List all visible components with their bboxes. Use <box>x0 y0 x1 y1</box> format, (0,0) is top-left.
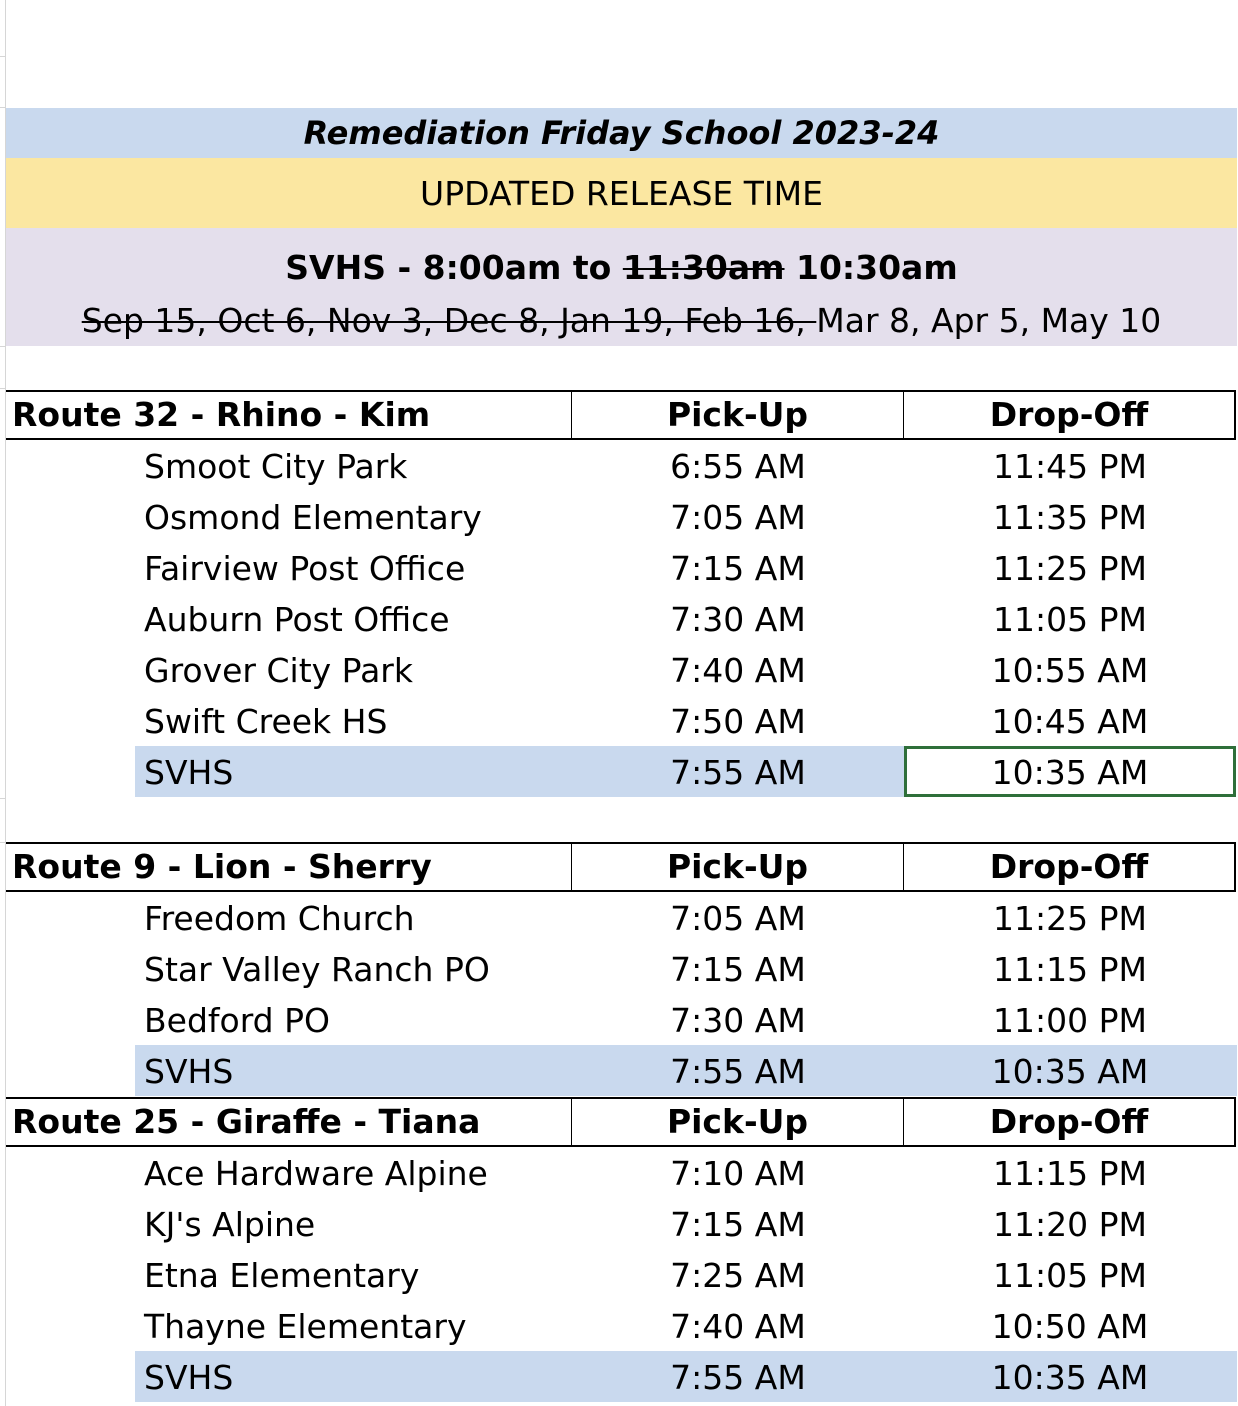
dropoff-column-header[interactable]: Drop-Off <box>904 844 1236 890</box>
table-row-svhs[interactable] <box>0 746 1238 797</box>
pickup-time[interactable]: 7:15 AM <box>670 950 806 989</box>
row-gridline <box>0 346 6 347</box>
release-banner-text: UPDATED RELEASE TIME <box>420 173 823 213</box>
stop-name[interactable]: SVHS <box>144 753 234 792</box>
dropoff-time[interactable]: 11:15 PM <box>993 950 1147 989</box>
stop-name[interactable]: Freedom Church <box>144 899 415 938</box>
table-row-svhs[interactable] <box>0 1045 1238 1096</box>
table-row[interactable] <box>0 892 1238 943</box>
dropoff-time[interactable]: 11:25 PM <box>993 549 1147 588</box>
dropoff-column-header[interactable]: Drop-Off <box>904 1099 1236 1145</box>
table-row[interactable] <box>0 943 1238 994</box>
table-row[interactable] <box>0 1198 1238 1249</box>
remediation-dates <box>6 301 1237 340</box>
route-header[interactable] <box>6 842 1236 892</box>
stop-name[interactable]: Auburn Post Office <box>144 600 450 639</box>
pickup-time[interactable]: 7:55 AM <box>670 1358 806 1397</box>
pickup-time[interactable]: 7:25 AM <box>670 1256 806 1295</box>
stop-name[interactable]: Star Valley Ranch PO <box>144 950 490 989</box>
stop-name[interactable]: Swift Creek HS <box>144 702 388 741</box>
table-row[interactable] <box>0 593 1238 644</box>
pickup-time[interactable]: 7:55 AM <box>670 753 806 792</box>
svhs-new-time: 10:30am <box>784 248 958 287</box>
table-row[interactable] <box>0 542 1238 593</box>
release-time-block[interactable] <box>6 228 1237 346</box>
pickup-column-header[interactable]: Pick-Up <box>572 844 904 890</box>
pickup-time[interactable]: 6:55 AM <box>670 447 806 486</box>
pickup-time[interactable]: 7:40 AM <box>670 651 806 690</box>
route-name[interactable]: Route 9 - Lion - Sherry <box>6 844 572 890</box>
stop-name[interactable]: SVHS <box>144 1358 234 1397</box>
row-gridline <box>0 56 6 57</box>
row-gridline <box>0 388 6 389</box>
route-name[interactable]: Route 32 - Rhino - Kim <box>6 392 572 438</box>
stop-name[interactable]: Smoot City Park <box>144 447 408 486</box>
stop-name[interactable]: SVHS <box>144 1052 234 1091</box>
table-row[interactable] <box>0 644 1238 695</box>
dropoff-time[interactable]: 10:55 AM <box>991 651 1149 690</box>
table-row-svhs[interactable] <box>0 1351 1238 1402</box>
svhs-old-time: 11:30am <box>622 248 785 287</box>
dropoff-time[interactable]: 11:45 PM <box>993 447 1147 486</box>
table-row[interactable] <box>0 1147 1238 1198</box>
svhs-time-prefix: SVHS - 8:00am to <box>285 248 623 287</box>
table-row[interactable] <box>0 1300 1238 1351</box>
stop-name[interactable]: Osmond Elementary <box>144 498 482 537</box>
dropoff-time[interactable]: 11:35 PM <box>993 498 1147 537</box>
pickup-time[interactable]: 7:55 AM <box>670 1052 806 1091</box>
dropoff-time[interactable]: 10:45 AM <box>991 702 1149 741</box>
dropoff-time[interactable]: 10:35 AM <box>991 1052 1149 1091</box>
pickup-column-header[interactable]: Pick-Up <box>572 1099 904 1145</box>
cancelled-dates: Sep 15, Oct 6, Nov 3, Dec 8, Jan 19, Feb 16, <box>81 301 817 340</box>
table-row[interactable] <box>0 491 1238 542</box>
dropoff-time[interactable]: 11:05 PM <box>993 1256 1147 1295</box>
pickup-time[interactable]: 7:40 AM <box>670 1307 806 1346</box>
route-header[interactable] <box>6 1097 1236 1147</box>
selected-cell-border <box>904 746 1236 797</box>
row-gridline <box>0 798 6 799</box>
svhs-release-time <box>6 248 1237 287</box>
sheet-title[interactable] <box>6 108 1237 158</box>
table-row[interactable] <box>0 440 1238 491</box>
pickup-time[interactable]: 7:15 AM <box>670 549 806 588</box>
dropoff-time[interactable]: 10:35 AM <box>991 1358 1149 1397</box>
stop-name[interactable]: Grover City Park <box>144 651 413 690</box>
dropoff-time[interactable]: 10:50 AM <box>991 1307 1149 1346</box>
stop-name[interactable]: Bedford PO <box>144 1001 330 1040</box>
pickup-time[interactable]: 7:05 AM <box>670 498 806 537</box>
release-banner[interactable] <box>6 158 1237 228</box>
dropoff-time[interactable]: 11:25 PM <box>993 899 1147 938</box>
stop-name[interactable]: Thayne Elementary <box>144 1307 467 1346</box>
pickup-time[interactable]: 7:05 AM <box>670 899 806 938</box>
dropoff-time[interactable]: 11:15 PM <box>993 1154 1147 1193</box>
table-row[interactable] <box>0 994 1238 1045</box>
stop-name[interactable]: Ace Hardware Alpine <box>144 1154 488 1193</box>
remaining-dates: Mar 8, Apr 5, May 10 <box>816 301 1162 340</box>
table-row[interactable] <box>0 695 1238 746</box>
table-row[interactable] <box>0 1249 1238 1300</box>
route-name[interactable]: Route 25 - Giraffe - Tiana <box>6 1099 572 1145</box>
stop-name[interactable]: Etna Elementary <box>144 1256 420 1295</box>
pickup-time[interactable]: 7:50 AM <box>670 702 806 741</box>
dropoff-time[interactable]: 11:20 PM <box>993 1205 1147 1244</box>
dropoff-time[interactable]: 10:35 AM <box>991 753 1149 792</box>
stop-name[interactable]: Fairview Post Office <box>144 549 466 588</box>
route-header[interactable] <box>6 390 1236 440</box>
dropoff-column-header[interactable]: Drop-Off <box>904 392 1236 438</box>
dropoff-time[interactable]: 11:00 PM <box>993 1001 1147 1040</box>
stop-name[interactable]: KJ's Alpine <box>144 1205 316 1244</box>
pickup-time[interactable]: 7:30 AM <box>670 600 806 639</box>
sheet-title-text: Remediation Friday School 2023-24 <box>303 114 940 152</box>
dropoff-time[interactable]: 11:05 PM <box>993 600 1147 639</box>
pickup-time[interactable]: 7:30 AM <box>670 1001 806 1040</box>
pickup-time[interactable]: 7:15 AM <box>670 1205 806 1244</box>
pickup-time[interactable]: 7:10 AM <box>670 1154 806 1193</box>
pickup-column-header[interactable]: Pick-Up <box>572 392 904 438</box>
